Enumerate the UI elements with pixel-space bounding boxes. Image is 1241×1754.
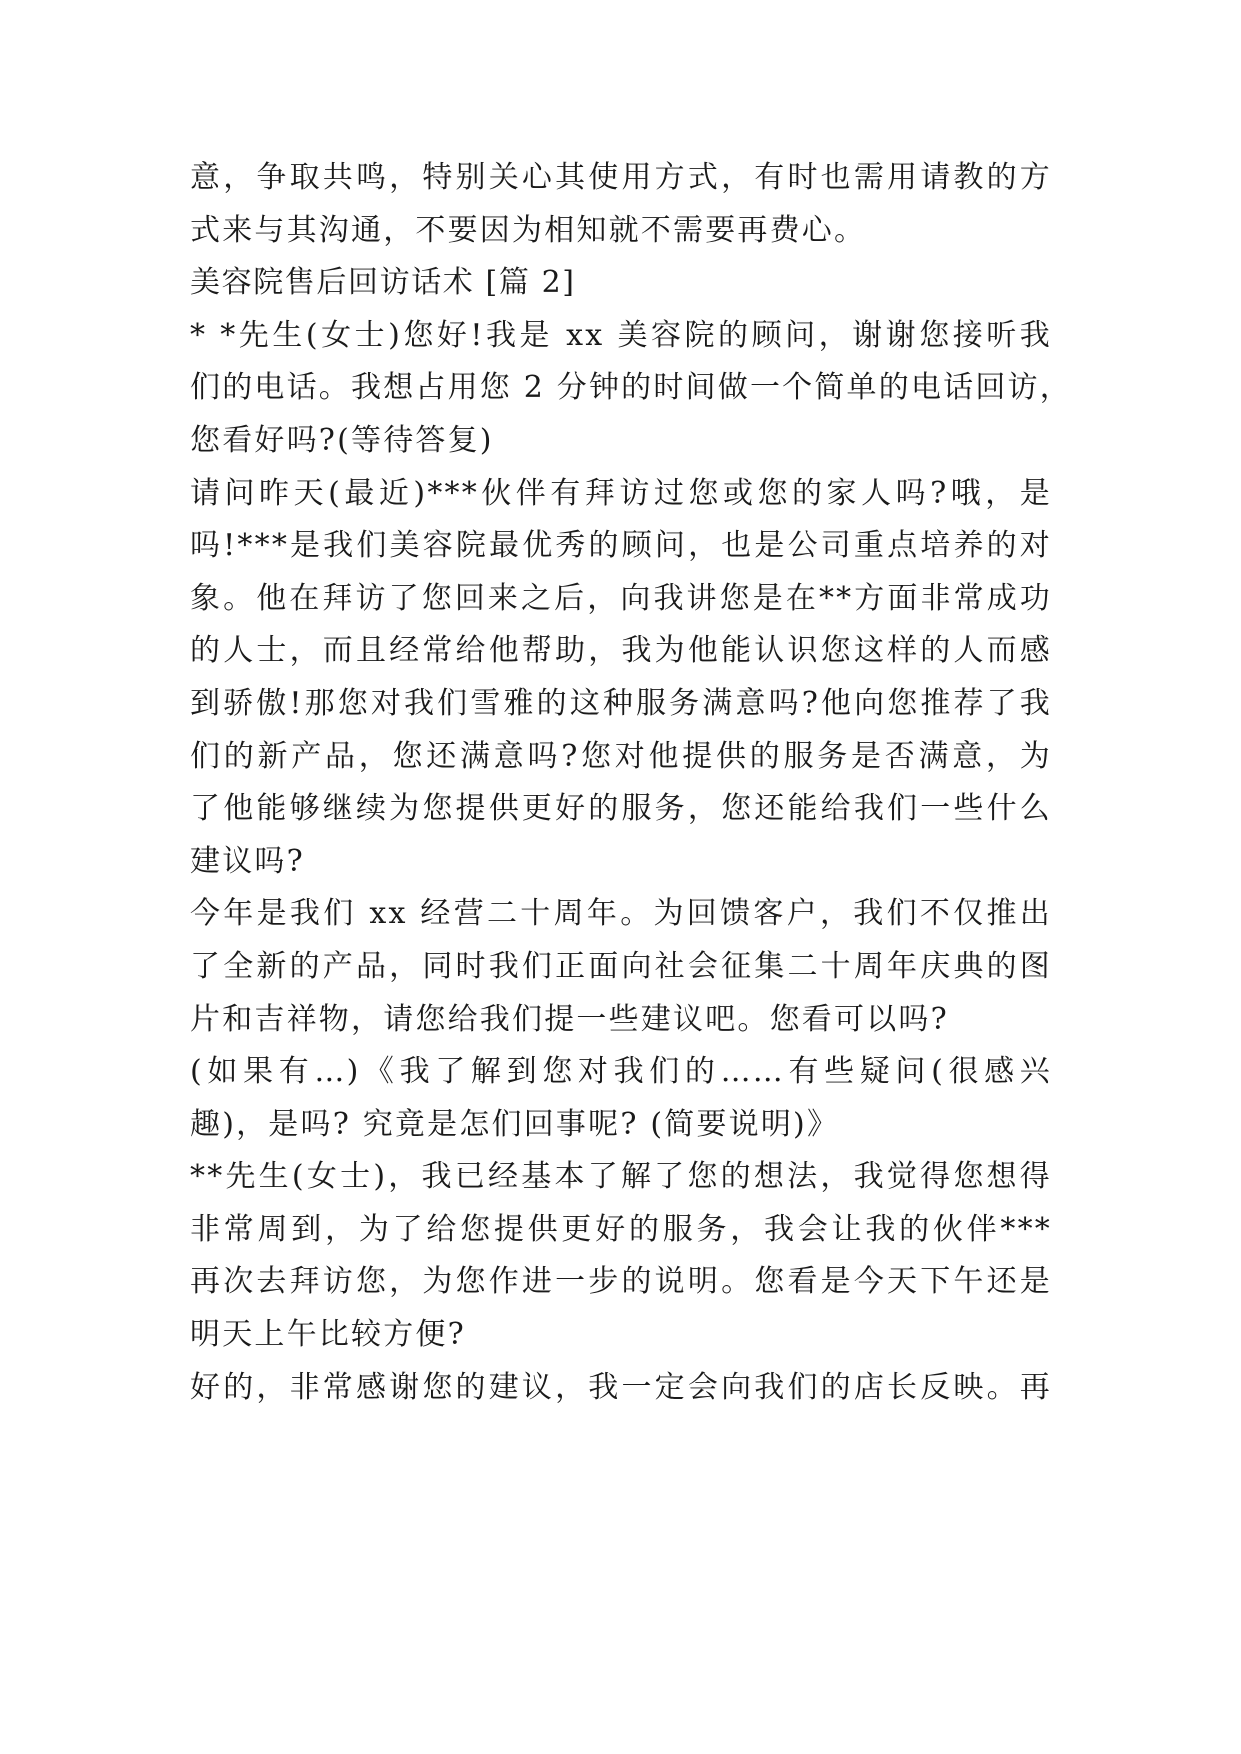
text-line-2: 式来与其沟通，不要因为相知就不需要再费心。 [190,212,867,248]
text-line-1: 意，争取共鸣，特别关心其使用方式，有时也需用请教的方 [190,160,1052,195]
text-line-10: 的人士，而且经常给他帮助，我为他能认识您这样的人而感 [190,633,1052,669]
text-line-9: 象。他在拜访了您回来之后，向我讲您是在**方面非常成功 [190,580,1052,616]
text-line-7: 请问昨天(最近)***伙伴有拜访过您或您的家人吗?哦，是 [190,475,1052,511]
text-line-12: 们的新产品，您还满意吗?您对他提供的服务是否满意，为 [190,738,1052,774]
text-line-22: 再次去拜访您，为您作进一步的说明。您看是今天下午还是 [190,1264,1052,1300]
text-line-6: 您看好吗?(等待答复) [190,422,494,458]
document-body [190,152,1072,1414]
text-line-24: 好的，非常感谢您的建议，我一定会向我们的店长反映。再 [190,1369,1052,1405]
text-line-23: 明天上午比较方便? [190,1317,466,1353]
text-line-20: **先生(女士)，我已经基本了解了您的想法，我觉得您想得 [190,1159,1052,1195]
text-line-14: 建议吗? [190,843,305,879]
text-line-4: * *先生(女士)您好!我是 xx 美容院的顾问，谢谢您接听我 [190,317,1053,353]
text-line-13: 了他能够继续为您提供更好的服务，您还能给我们一些什么 [190,791,1052,827]
text-line-8: 吗!***是我们美容院最优秀的顾问，也是公司重点培养的对 [190,528,1052,564]
text-line-19: 趣)，是吗? 究竟是怎们回事呢? (简要说明)》 [190,1106,840,1142]
text-line-18: (如果有…)《我了解到您对我们的……有些疑问(很感兴 [190,1054,1052,1090]
text-line-17: 片和吉祥物，请您给我们提一些建议吧。您看可以吗? [190,1001,949,1037]
text-line-5: 们的电话。我想占用您 2 分钟的时间做一个简单的电话回访， [190,370,1072,406]
text-line-16: 了全新的产品，同时我们正面向社会征集二十周年庆典的图 [190,948,1052,984]
text-line-11: 到骄傲!那您对我们雪雅的这种服务满意吗?他向您推荐了我 [190,685,1052,721]
text-line-21: 非常周到，为了给您提供更好的服务，我会让我的伙伴*** [190,1211,1052,1247]
text-line-15: 今年是我们 xx 经营二十周年。为回馈客户，我们不仅推出 [190,896,1052,932]
section-heading: 美容院售后回访话术 [篇 2] [190,265,576,301]
